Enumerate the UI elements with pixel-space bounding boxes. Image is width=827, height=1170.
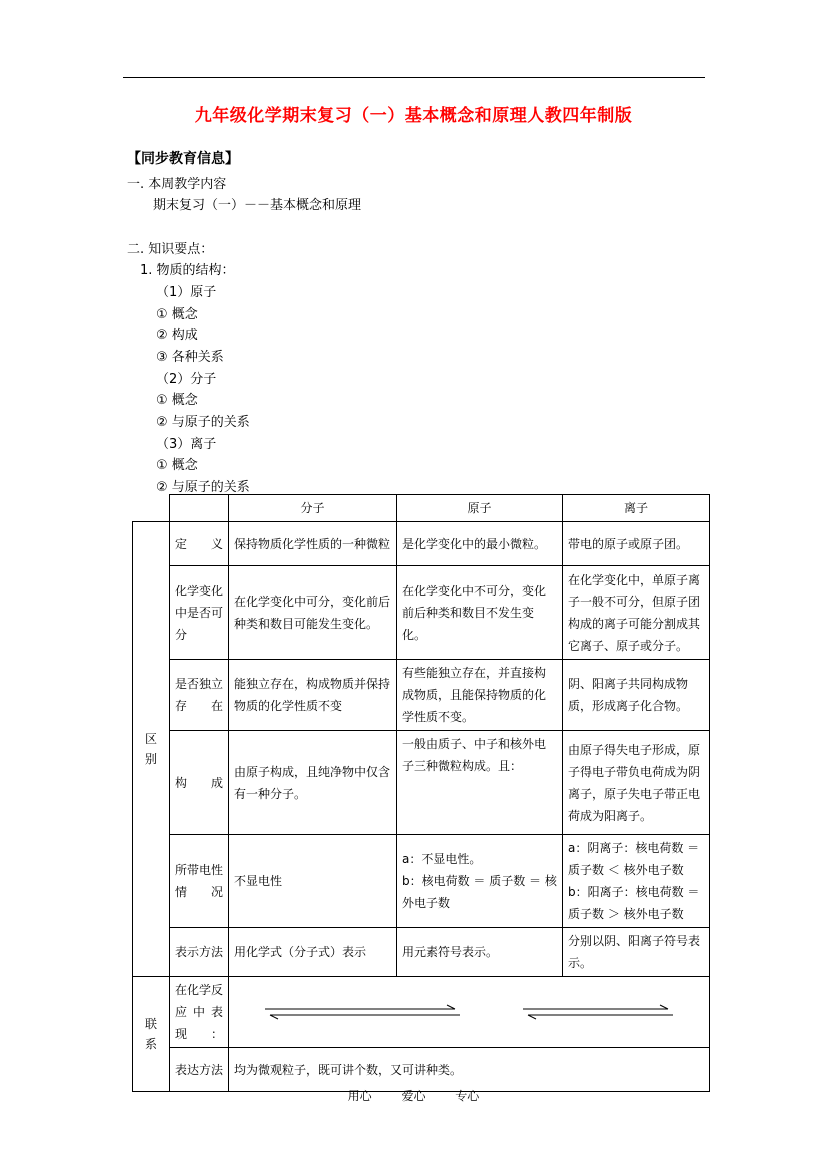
group-label-link: 联系	[133, 977, 170, 1092]
cell-atom	[397, 835, 563, 928]
table-header-row	[133, 495, 710, 522]
cell-atom: 用元素符号表示。	[397, 928, 563, 977]
table-row	[133, 566, 710, 660]
row-label: 表示方法	[170, 928, 229, 977]
cell-ion: 阴、阳离子共同构成物质，形成离子化合物。	[563, 660, 710, 731]
outline-line: 1. 物质的结构：	[140, 263, 235, 278]
header-ion: 离子	[563, 495, 710, 522]
table-row	[133, 835, 710, 928]
row-label: 构成	[170, 731, 229, 835]
outline-line: （3）离子	[156, 437, 217, 452]
cell-molecule: 能独立存在，构成物质并保持物质的化学性质不变	[229, 660, 397, 731]
cell-ion: 带电的原子或原子团。	[563, 522, 710, 566]
outline-line: 期末复习（一）－－基本概念和原理	[153, 198, 362, 213]
outline-line: ② 构成	[156, 328, 198, 343]
outline-line: （1）原子	[156, 285, 217, 300]
outline-line: 二. 知识要点：	[127, 242, 214, 257]
comparison-table	[132, 494, 710, 1092]
equilibrium-arrow-icon	[523, 1004, 673, 1020]
outline-line: 一. 本周教学内容	[127, 177, 227, 192]
ion-charge-b: b：阳离子：核电荷数 ＝ 质子数 ＞ 核外电子数	[568, 885, 700, 921]
header-molecule: 分子	[229, 495, 397, 522]
cell-molecule: 不显电性	[229, 835, 397, 928]
row-label: 是否独立存在	[170, 660, 229, 731]
row-label: 表达方法	[170, 1048, 229, 1092]
row-label: 在化学反应中表现：	[170, 977, 229, 1048]
page-footer: 用心 爱心 专心	[347, 1089, 480, 1103]
cell-molecule: 保持物质化学性质的一种微粒	[229, 522, 397, 566]
group-label-diff: 区别	[133, 522, 170, 977]
table-row	[133, 1048, 710, 1092]
outline-line: ① 概念	[156, 458, 198, 473]
top-rule	[123, 77, 705, 78]
outline-line: ① 概念	[156, 393, 198, 408]
cell-atom: 有些能独立存在，并直接构成物质，且能保持物质的化学性质不变。	[397, 660, 563, 731]
table-row	[133, 977, 710, 1048]
row-label: 化学变化中是否可分	[170, 566, 229, 660]
equilibrium-arrow-icon	[265, 1004, 460, 1020]
cell-ion: 由原子得失电子形成，原子得电子带负电荷成为阴离子，原子失电子带正电荷成为阳离子。	[563, 731, 710, 835]
cell-expression: 均为微观粒子，既可讲个数，又可讲种类。	[229, 1048, 710, 1092]
header-atom: 原子	[397, 495, 563, 522]
section-heading: 【同步教育信息】	[127, 151, 239, 167]
table-row	[133, 660, 710, 731]
page-title: 九年级化学期末复习（一）基本概念和原理人教四年制版	[194, 106, 633, 126]
atom-charge-a: a：不显电性。	[402, 852, 482, 866]
cell-atom: 一般由质子、中子和核外电子三种微粒构成。且：	[397, 731, 563, 835]
cell-ion	[563, 835, 710, 928]
cell-atom: 是化学变化中的最小微粒。	[397, 522, 563, 566]
outline-line: （2）分子	[156, 372, 217, 387]
table-row	[133, 522, 710, 566]
cell-molecule: 在化学变化中可分，变化前后种类和数目可能发生变化。	[229, 566, 397, 660]
row-label: 所带电性情况	[170, 835, 229, 928]
ion-charge-a: a：阴离子：核电荷数 ＝ 质子数 ＜ 核外电子数	[568, 841, 700, 877]
atom-charge-b: b：核电荷数 ＝ 质子数 ＝ 核外电子数	[402, 874, 557, 910]
cell-ion: 分别以阴、阳离子符号表示。	[563, 928, 710, 977]
table-row	[133, 928, 710, 977]
cell-atom: 在化学变化中不可分，变化前后种类和数目不发生变化。	[397, 566, 563, 660]
outline-line: ① 概念	[156, 307, 198, 322]
cell-molecule: 由原子构成，且纯净物中仅含有一种分子。	[229, 731, 397, 835]
outline-line: ② 与原子的关系	[156, 415, 250, 430]
cell-ion: 在化学变化中，单原子离子一般不可分，但原子团构成的离子可能分割成其它离子、原子或分子。	[563, 566, 710, 660]
outline-line: ③ 各种关系	[156, 350, 224, 365]
cell-reaction-arrows	[229, 977, 710, 1048]
row-label: 定义	[170, 522, 229, 566]
table-row	[133, 731, 710, 835]
cell-molecule: 用化学式（分子式）表示	[229, 928, 397, 977]
outline-line: ② 与原子的关系	[156, 480, 250, 495]
